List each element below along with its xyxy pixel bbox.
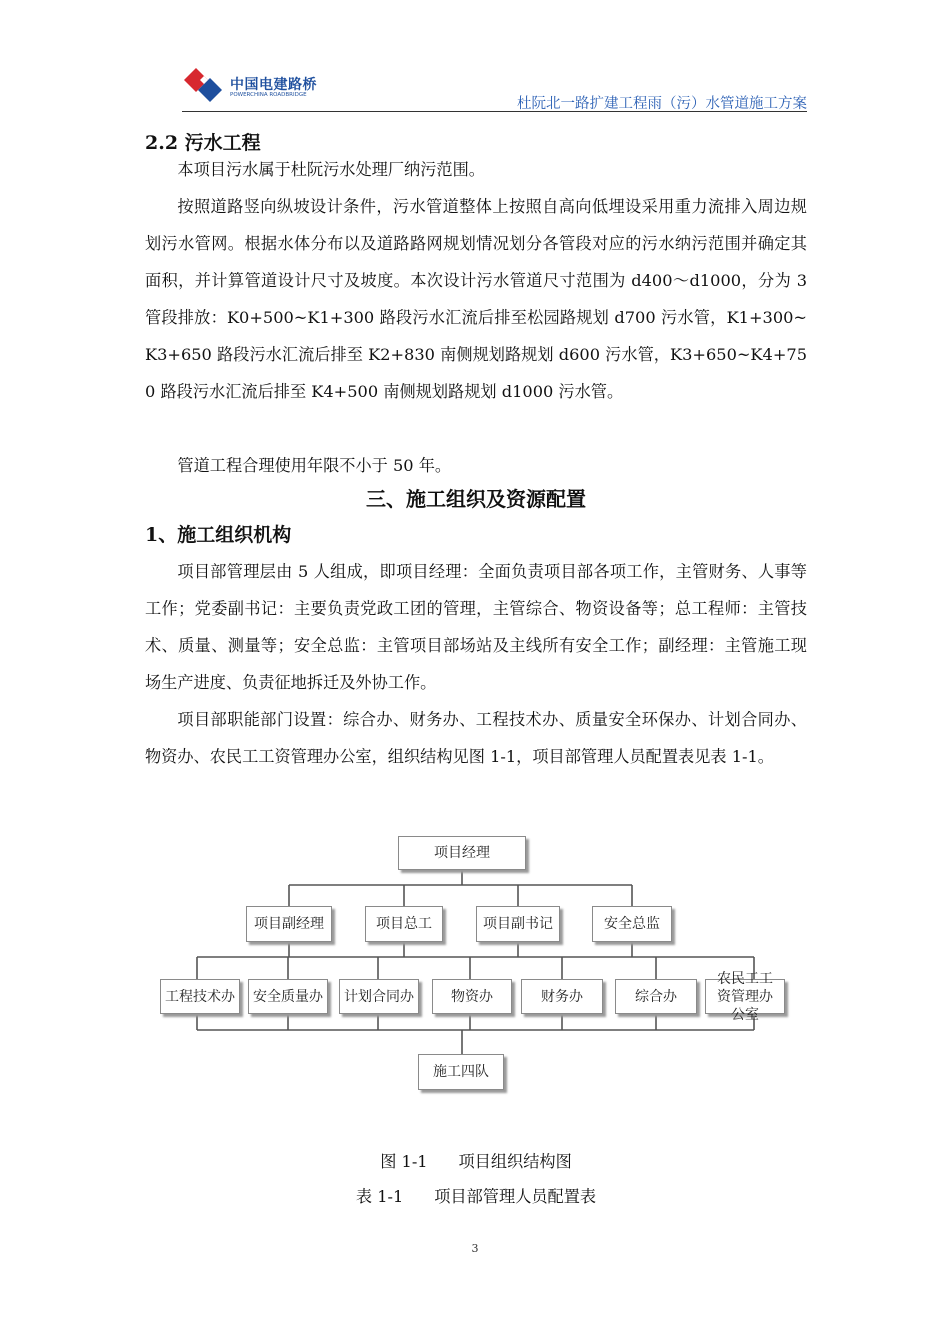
page-number: 3 — [471, 1242, 479, 1255]
section-2-2-heading: 2.2 污水工程 — [145, 132, 261, 154]
logo-name-cn: 中国电建路桥 — [230, 77, 317, 93]
org-node-level3: 财务办 — [521, 979, 603, 1014]
paragraph: 按照道路竖向纵坡设计条件，污水管道整体上按照自高向低埋设采用重力流排入周边规划污水管网。根据水体分布以及道路路网规划情况划分各管段对应的污水纳污范围并确定其面积，并计算管道设计尺寸及坡度。本次设计污水管道尺寸范围为 d400～d1000，分为 3 管段排放：K0+500~K1+300 路段污水汇流后排至松园路规划 d700 污水管，K1+300~K3+650 路段污水汇流后排至 K2+830 南侧规划路规划 d600 污水管，K3+650~K4+750 路段污水汇流后排至 K4+500 南侧规划路规划 d1000 污水管。 — [145, 197, 807, 401]
org-node-level3: 综合办 — [615, 979, 697, 1014]
org-node-level2: 项目副经理 — [246, 906, 332, 942]
header-divider — [182, 111, 807, 112]
org-node-level2: 项目总工 — [365, 906, 443, 942]
connector-lines — [197, 870, 754, 1054]
section-1-heading: 1、施工组织机构 — [145, 524, 292, 546]
chapter-heading: 三、施工组织及资源配置 — [366, 487, 586, 511]
document-title: 杜阮北一路扩建工程雨（污）水管道施工方案 — [517, 96, 807, 112]
powerchina-logo-icon — [182, 66, 226, 106]
org-node-level2: 项目副书记 — [476, 906, 560, 942]
table-caption: 表 1-1 项目部管理人员配置表 — [355, 1187, 597, 1206]
org-node-bottom: 施工四队 — [418, 1054, 504, 1090]
logo-name-en: POWERCHINA ROADBRIDGE — [230, 92, 307, 98]
paragraph: 项目部管理层由 5 人组成，即项目经理：全面负责项目部各项工作，主管财务、人事等工作；党委副书记：主要负责党政工团的管理，主管综合、物资设备等；总工程师：主管技术、质量、测量等；安全总监：主管项目部场站及主线所有安全工作；副经理：主管施工现场生产进度、负责征地拆迁及外协工作。 — [145, 562, 807, 692]
company-logo — [182, 66, 322, 106]
org-node-level3: 物资办 — [432, 979, 512, 1014]
figure-caption: 图 1-1 项目组织结构图 — [380, 1152, 572, 1171]
org-node-level3: 安全质量办 — [248, 979, 328, 1014]
org-node-level3: 计划合同办 — [339, 979, 419, 1014]
paragraph: 本项目污水属于杜阮污水处理厂纳污范围。 — [177, 160, 485, 179]
org-node-level3: 工程技术办 — [160, 979, 240, 1014]
org-node-top: 项目经理 — [398, 836, 526, 870]
org-node-level2: 安全总监 — [592, 906, 672, 942]
org-chart — [152, 828, 802, 1108]
paragraph: 项目部职能部门设置：综合办、财务办、工程技术办、质量安全环保办、计划合同办、物资办、农民工工资管理办公室，组织结构见图 1-1，项目部管理人员配置表见表 1-1。 — [145, 710, 807, 766]
paragraph: 管道工程合理使用年限不小于 50 年。 — [177, 456, 452, 475]
org-node-level3: 农民工工资管理办公室 — [705, 979, 785, 1014]
